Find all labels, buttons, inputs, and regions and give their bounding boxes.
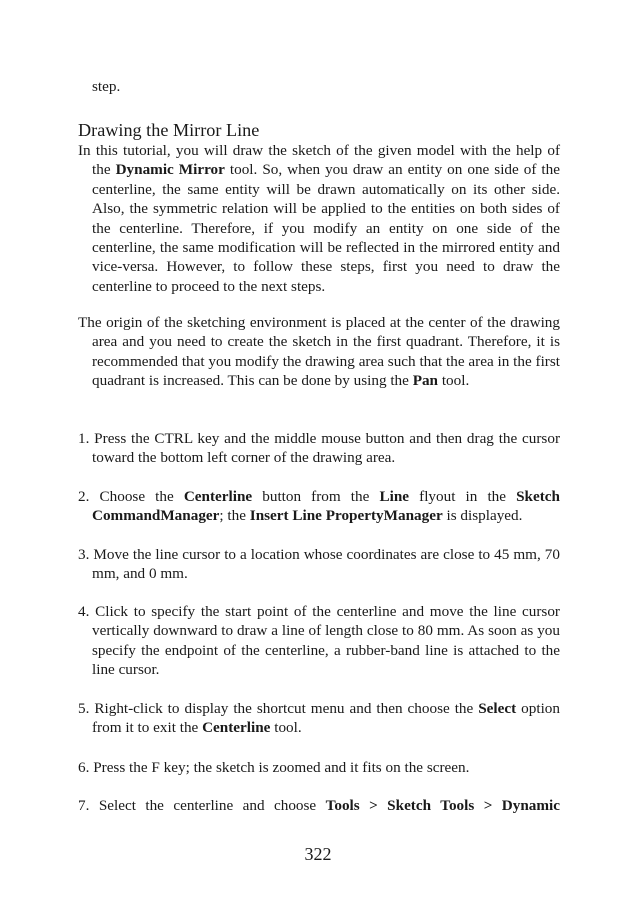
s5-bold-select: Select <box>478 700 517 717</box>
p2-bold-pan: Pan <box>412 372 439 390</box>
step-5 <box>78 699 560 738</box>
step-2-text <box>78 487 560 526</box>
s5-text-3: tool. <box>270 719 302 737</box>
s5-text-2: option from it to exit the <box>92 700 560 737</box>
intro-paragraph-2 <box>78 313 560 391</box>
s2-bold-centerline: Centerline <box>183 488 253 505</box>
paragraph-origin <box>78 313 560 391</box>
page-number: 322 <box>304 844 332 864</box>
step-2 <box>78 487 560 526</box>
step-7-text <box>78 796 560 815</box>
step-4 <box>78 602 560 680</box>
p1-text-2: tool. So, when you draw an entity on one side of the centerline, the same entity will be drawn automatically on its other side. Also, the symmetric relation will be applied to the entities on both sides of the centerline. Therefore, if you modify an entity on one side of the centerline, the same modification will be reflected in the mirrored entity and vice-versa. However, to follow these steps, first you need to draw the centerline to proceed to the next steps. <box>92 161 560 295</box>
section-heading: Drawing the Mirror Line <box>78 120 260 140</box>
s2-text-5: is displayed. <box>442 507 523 525</box>
continuation-text <box>78 77 560 96</box>
step-3-text: 3. Move the line cursor to a location whose coordinates are close to 45 mm, 70 mm, and 0 mm. <box>78 546 560 583</box>
s2-bold-sketch-commandmanager: Sketch CommandManager <box>92 488 560 525</box>
paragraph-dynamic-mirror <box>78 141 560 296</box>
s5-text-1: 5. Right-click to display the shortcut menu and then choose the <box>78 700 479 717</box>
step-6 <box>78 758 560 777</box>
s2-bold-line: Line <box>379 488 410 505</box>
continuation-paragraph <box>78 77 560 96</box>
s7-bold-menu-path: Tools > Sketch Tools > Dynamic <box>325 797 560 814</box>
step-1-text: 1. Press the CTRL key and the middle mouse button and then drag the cursor toward the bottom left corner of the drawing area. <box>78 430 560 467</box>
p1-text-1: In this tutorial, you will draw the sketch of the given model with the help of the <box>78 142 560 179</box>
p2-text-2: tool. <box>438 372 470 390</box>
step-1 <box>78 429 560 468</box>
s5-bold-centerline: Centerline <box>202 719 271 737</box>
step-7 <box>78 796 560 815</box>
s2-text-4: ; the <box>219 507 250 525</box>
continuation-span: step. <box>92 78 121 95</box>
p1-bold-dynamic-mirror: Dynamic Mirror <box>115 161 225 179</box>
step-3 <box>78 545 560 584</box>
s7-text-1: 7. Select the centerline and choose <box>78 797 326 814</box>
s2-text-3: flyout in the <box>409 488 517 505</box>
p2-text-1: The origin of the sketching environment is placed at the center of the drawing area and you need to create the sketch in the first quadrant. Therefore, it is recommended that you modify the drawing area such that the area in the first quadrant is increased. This can be done by using the <box>78 314 560 390</box>
step-6-text: 6. Press the F key; the sketch is zoomed and it fits on the screen. <box>78 759 470 776</box>
s2-text-2: button from the <box>252 488 380 505</box>
step-4-text: 4. Click to specify the start point of the centerline and move the line cursor vertically downward to draw a line of length close to 80 mm. As soon as you specify the endpoint of the centerline, a rubber-band line is attached to the line cursor. <box>78 603 560 679</box>
s2-bold-insert-line: Insert Line PropertyManager <box>249 507 443 525</box>
intro-paragraph-1 <box>78 141 560 296</box>
s2-text-1: 2. Choose the <box>78 488 184 505</box>
step-5-text <box>78 699 560 738</box>
